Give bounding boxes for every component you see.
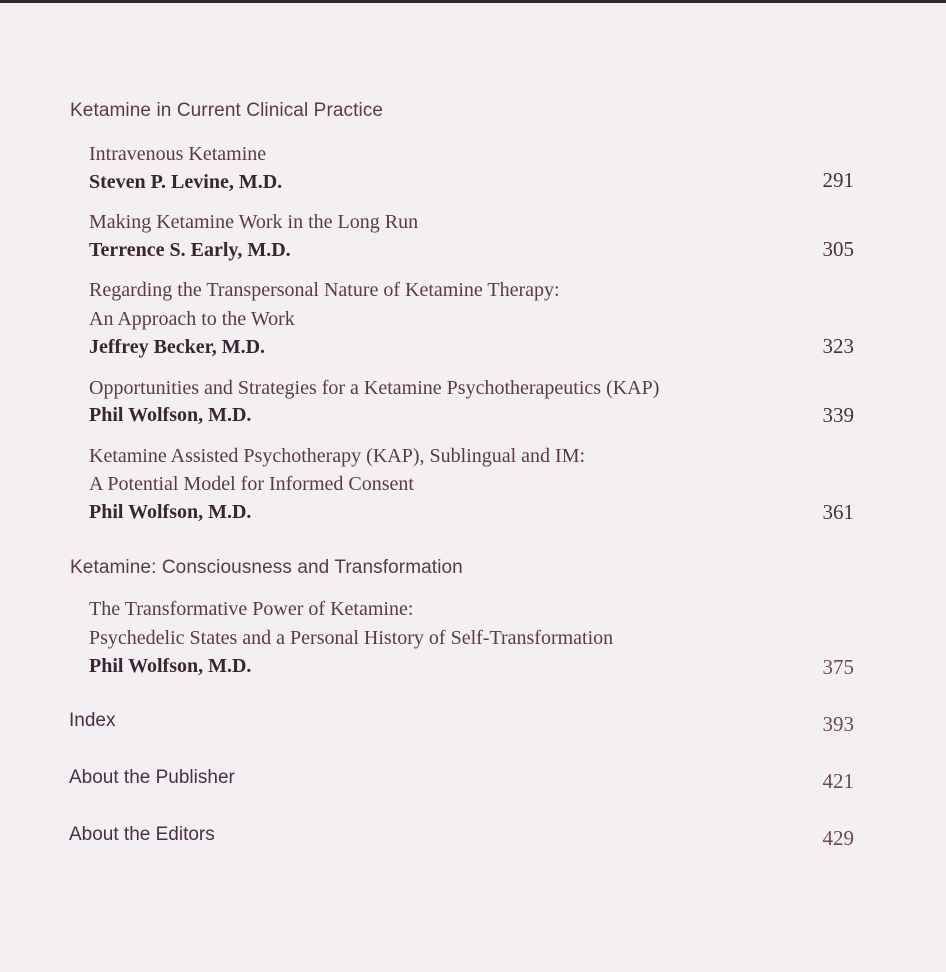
page-number: 291 <box>822 168 854 192</box>
page-number: 429 <box>822 826 854 850</box>
entry-author: Terrence S. Early, M.D. <box>89 239 291 261</box>
entry-title-line-2: Psychedelic States and a Personal History of Self-Transformation <box>89 627 614 649</box>
entry-title: Intravenous Ketamine <box>89 143 267 165</box>
entry-author: Phil Wolfson, M.D. <box>89 655 252 677</box>
entry-author: Jeffrey Becker, M.D. <box>89 336 266 358</box>
page-number: 305 <box>822 237 854 261</box>
entry-title-line-2: An Approach to the Work <box>89 308 295 330</box>
entry-author: Steven P. Levine, M.D. <box>89 171 283 193</box>
back-matter-label: About the Publisher <box>69 767 235 788</box>
entry-author: Phil Wolfson, M.D. <box>89 404 252 426</box>
entry-title: Making Ketamine Work in the Long Run <box>89 211 419 233</box>
page-number: 393 <box>822 712 854 736</box>
page-number: 375 <box>822 655 854 679</box>
section-title: Ketamine: Consciousness and Transformation <box>70 557 463 578</box>
page-number: 421 <box>822 769 854 793</box>
page-number: 339 <box>822 403 854 427</box>
entry-title-line-2: A Potential Model for Informed Consent <box>89 473 414 495</box>
entry-title: Regarding the Transpersonal Nature of Ketamine Therapy: <box>89 279 560 301</box>
page-number: 323 <box>822 334 854 358</box>
entry-title: The Transformative Power of Ketamine: <box>89 598 414 620</box>
entry-title: Opportunities and Strategies for a Ketamine Psychotherapeutics (KAP) <box>89 377 660 399</box>
page-number: 361 <box>822 500 854 524</box>
entry-title: Ketamine Assisted Psychotherapy (KAP), Sublingual and IM: <box>89 445 586 467</box>
back-matter-label: About the Editors <box>69 824 215 845</box>
section-title: Ketamine in Current Clinical Practice <box>70 100 384 121</box>
entry-author: Phil Wolfson, M.D. <box>89 501 252 523</box>
back-matter-label: Index <box>69 710 116 731</box>
